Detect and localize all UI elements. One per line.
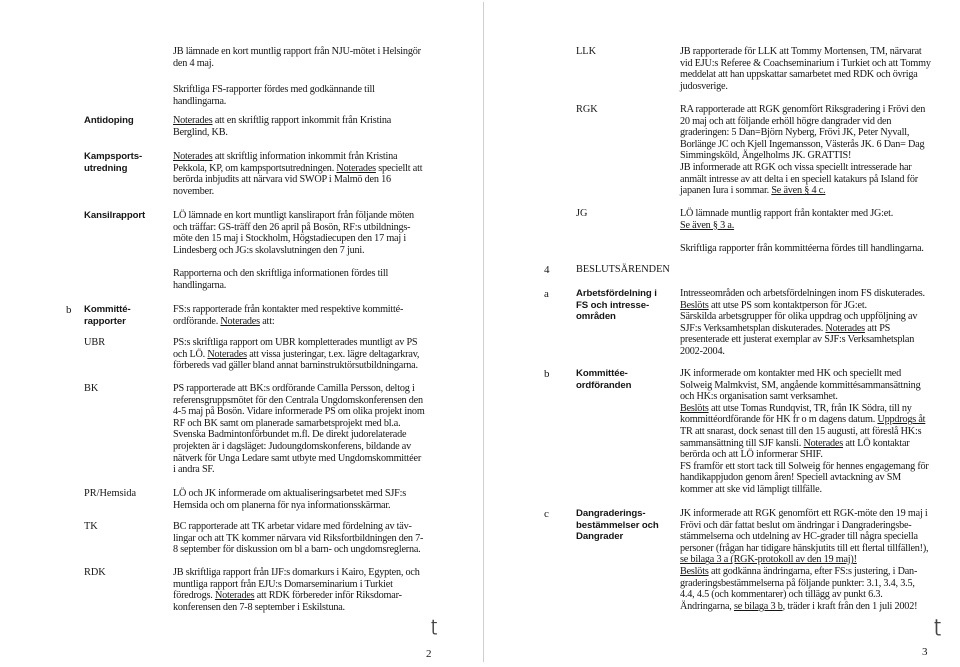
text-line: Rapporterna och den skriftliga informationen fördes till xyxy=(173,268,389,279)
text-line xyxy=(680,231,956,243)
text-line: berörda och att LÖ informerar SHIF. xyxy=(680,449,823,461)
text-line: Skriftliga FS-rapporter fördes med godkännande till xyxy=(173,84,375,95)
text-line: LÖ lämnade muntlig rapport från kontakter med JG:et. xyxy=(680,208,894,219)
text-line: Simmingsköld, Ängelholms JK. GRATTIS! xyxy=(680,150,852,162)
text-line: 4.4, 4.5 (och kommentarer) och tillägg av punkt 6.3. xyxy=(680,589,883,601)
text-line: LÖ och JK informerade om aktualiseringsarbetet med SJF:s xyxy=(173,488,406,499)
text-line: PS:s skriftliga rapport om UBR kompletterades muntligt av PS xyxy=(173,337,418,348)
text-line: FS framför ett stort tack till Solweig för hennes engagemang för xyxy=(680,460,929,472)
underlined-term: Noterades xyxy=(803,437,843,449)
underlined-term: se bilaga 3 a (RGK-protokoll av den 19 maj)! xyxy=(680,554,857,566)
text-line: muntliga rapport från EJU:s Domarseminarium i Turkiet xyxy=(173,578,393,590)
text-line: Beslöts att utse PS som kontaktperson för JG:et. xyxy=(680,299,867,311)
section-label: TK xyxy=(84,521,98,532)
text-line: föredrogs. Noterades att RDK förbereder inför Riksdomar- xyxy=(173,590,402,602)
underlined-term: Noterades xyxy=(336,162,376,174)
underlined-term: Beslöts xyxy=(680,299,709,311)
underlined-term: Uppdrogs åt xyxy=(877,414,926,426)
text-line: 4-5 maj på Bosön. Vidare informerade PS om olika projekt inom xyxy=(173,406,425,418)
underlined-term: Noterades xyxy=(173,115,213,126)
text-line: 8 september för diskussion om bl a barn- och ungdomsreglerna. xyxy=(173,544,421,556)
section-label: Kommittée- ordföranden xyxy=(576,368,632,391)
underlined-term: Noterades xyxy=(825,322,865,334)
text-line: Hemsida och om planerna för nya informationsskärmar. xyxy=(173,499,391,511)
entry-text xyxy=(173,268,473,291)
text-line: RF och BK samt om planerade samarbetsprojekt med bl.a. xyxy=(173,417,401,429)
section-label: Dangraderings- bestämmelser och Dangrader xyxy=(576,508,659,542)
text-line: graderingsbestämmelserna på följande punkter: 3.1, 3.4, 3.5, xyxy=(680,577,915,589)
text-line: Intresseområden och arbetsfördelningen inom FS diskuterades. xyxy=(680,288,925,299)
section-label: Antidoping xyxy=(84,115,134,126)
entry-text xyxy=(173,210,473,256)
entry-text xyxy=(173,567,473,613)
text-line: japanen Iura i sommar. Se även § 4 c. xyxy=(680,185,826,197)
underlined-term: Beslöts xyxy=(680,402,709,414)
entry-text xyxy=(680,208,956,254)
text-line: den 4 maj. xyxy=(173,57,214,69)
text-line: FS:s rapporterade från kontakter med respektive kommitté- xyxy=(173,304,404,315)
text-line: Beslöts att utse Tomas Rundqvist, TR, från IK Södra, till ny xyxy=(680,402,912,414)
handwritten-mark-icon: ʈ xyxy=(431,616,438,635)
item-marker: b xyxy=(544,368,550,380)
right-page xyxy=(482,0,960,667)
text-line: referensgruppsmötet för den Centrala Ungdomskonferensen den xyxy=(173,394,423,406)
text-line: handlingarna. xyxy=(173,279,227,291)
text-line: JK informerade om kontakter med HK och speciellt med xyxy=(680,368,902,379)
underlined-term: Se även § 3 a. xyxy=(680,219,735,231)
underlined-term: Noterades xyxy=(214,590,255,602)
page-number: 2 xyxy=(426,648,432,660)
text-line: lingar och att TK kommer närvara vid Riksfortbildningen den 7- xyxy=(173,532,424,544)
text-line: i andra SF. xyxy=(173,464,215,476)
underlined-term: Noterades xyxy=(207,348,247,360)
item-marker: c xyxy=(544,508,549,520)
entry-text xyxy=(680,368,956,496)
entry-text xyxy=(173,337,473,372)
underlined-term: Se även § 4 c. xyxy=(771,185,826,197)
item-marker: a xyxy=(544,288,549,300)
text-line: Ändringarna, se bilaga 3 b, träder i kraft från den 1 juli 2002! xyxy=(680,600,918,612)
text-line: PS rapporterade att BK:s ordförande Camilla Persson, deltog i xyxy=(173,383,415,394)
entry-text xyxy=(680,104,956,197)
underlined-term: se bilaga 3 b xyxy=(733,600,783,612)
entry-text xyxy=(173,46,473,69)
text-line: Berglind, KB. xyxy=(173,126,228,138)
section-label: RGK xyxy=(576,104,598,115)
text-line: 20 maj och att följande erhöll högre dangrader vid den xyxy=(680,115,892,127)
item-marker: 4 xyxy=(544,264,550,276)
text-line: möte den 15 maj i Stockholm, Högstadiecupen den 17 maj i xyxy=(173,233,406,245)
underlined-term: Noterades xyxy=(220,315,260,327)
text-line: och HK:s organisation samt verksamhet. xyxy=(680,391,838,403)
text-line: Pekkola, KP, om kampsportsutredningen. Noterades speciellt att xyxy=(173,162,423,174)
text-line: och träffar: GS-träff den 26 april på Bosön, RF:s utbildnings- xyxy=(173,221,411,233)
text-line: graderingen: 5 Dan=Björn Nyberg, Frövi JK, Peter Nyvall, xyxy=(680,127,910,139)
text-line: kommittéordförande för HK fr o m dagens datum. Uppdrogs åt xyxy=(680,414,926,426)
section-label: PR/Hemsida xyxy=(84,488,137,499)
text-line: nätverk för Unga Ledare samt utbyte med Ungdomskommittéer xyxy=(173,452,422,464)
text-line: SJF:s Verksamhetsplan diskuterades. Noterades att PS xyxy=(680,322,891,334)
page-number: 3 xyxy=(922,646,928,658)
section-label: BK xyxy=(84,383,99,394)
entry-text xyxy=(680,46,956,92)
text-line: personer (frågan har tidigare hänskjutits till ett flertal tillfällen!), xyxy=(680,542,929,554)
text-line: Solweig Malmkvist, SM, angående kommittésammansättning xyxy=(680,379,921,391)
section-label: JG xyxy=(576,208,588,219)
text-line: JB skriftliga rapport från IJF:s domarkurs i Kairo, Egypten, och xyxy=(173,567,420,578)
item-marker: b xyxy=(66,304,72,316)
text-line: konferensen den 7-8 september i Eskilstuna. xyxy=(173,601,345,613)
text-line: vid EJU:s Referee & Coachseminarium i Turkiet och att Tommy xyxy=(680,57,931,69)
text-line: november. xyxy=(173,185,214,197)
section-label: LLK xyxy=(576,46,597,57)
text-line: berörda inbjudits att närvara vid SWOP i Malmö den 16 xyxy=(173,174,391,186)
text-line: LÖ lämnade en kort muntligt kansliraport från följande möten xyxy=(173,210,414,221)
text-line: förbereds vad gäller bland annat barninstruktörsutbildningarna. xyxy=(173,360,418,372)
handwritten-mark-icon: ʈ xyxy=(934,616,942,637)
text-line: projekten är i dagsläget: Judoungdomskonferens, bildande av xyxy=(173,440,412,452)
text-line: och LÖ. Noterades att vissa justeringar, t.ex. lägre deltagarkrav, xyxy=(173,348,420,360)
text-line: Svenska Badmintonförbundet m.fl. De direkt judorelaterade xyxy=(173,429,407,441)
text-line: handikappjudon genom åren! Speciell avtackning av SM xyxy=(680,472,902,484)
entry-text xyxy=(173,84,473,107)
text-line: Särskilda arbetsgrupper för olika uppdrag och uppföljning av xyxy=(680,311,918,323)
text-line: Noterades att skriftlig information inkommit från Kristina xyxy=(173,151,398,162)
text-line: ordförande. Noterades att: xyxy=(173,315,275,327)
text-line: stämmelserna och utdelning av HC-grader till några speciella xyxy=(680,531,918,543)
text-line: Lindesberg och JG:s skolavslutningen den 7 juni. xyxy=(173,244,365,256)
section-label: Arbetsfördelning i FS och intresse- områden xyxy=(576,288,657,322)
section-label: RDK xyxy=(84,567,106,578)
text-line xyxy=(680,554,956,566)
section-label: BESLUTSÄRENDEN xyxy=(576,264,670,275)
text-line: RA rapporterade att RGK genomfört Riksgradering i Frövi den xyxy=(680,104,926,115)
text-line: sammansättning till SJF kansli. Noterades att LÖ kontaktar xyxy=(680,437,910,449)
text-line: Noterades att en skriftlig rapport inkommit från Kristina xyxy=(173,115,392,126)
text-line: meddelat att han uppskattar samarbetet med RDK och övriga xyxy=(680,69,918,81)
text-line: Beslöts att godkänna ändringarna, efter FS:s justering, i Dan- xyxy=(680,565,918,577)
entry-text xyxy=(173,304,473,327)
text-line: Skriftliga rapporter från kommittéerna fördes till handlingarna. xyxy=(680,242,924,254)
entry-text xyxy=(173,115,473,138)
entry-text xyxy=(173,521,473,556)
text-line: presenterade ett justerat exemplar av SJF:s Verksamhetsplan xyxy=(680,334,915,346)
underlined-term: Beslöts xyxy=(680,565,709,577)
entry-text xyxy=(680,288,956,358)
text-line: Frövi och där fattat beslut om ändringar i Dangraderingsbe- xyxy=(680,519,912,531)
text-line: Borlänge JC och Kjell Ingemansson, Västerås JK. 6 Dan= Dag xyxy=(680,138,925,150)
text-line: BC rapporterade att TK arbetar vidare med fördelning av täv- xyxy=(173,521,412,532)
entry-text xyxy=(173,488,473,511)
text-line xyxy=(680,220,956,232)
text-line: anmält intresse av att delta i en speciell katakurs på Island för xyxy=(680,173,918,185)
text-line: judosverige. xyxy=(680,80,728,92)
entry-text xyxy=(173,383,473,476)
section-label: Kommitté- rapporter xyxy=(84,304,131,327)
section-label: Kansilrapport xyxy=(84,210,146,221)
underlined-term: Noterades xyxy=(173,151,213,162)
text-line: 2002-2004. xyxy=(680,345,725,357)
entry-text xyxy=(173,151,473,197)
text-line: TR att snarast, dock senast till den 15 augusti, att föreslå HK:s xyxy=(680,425,922,437)
section-label: Kampsports- utredning xyxy=(84,151,143,174)
text-line: JB rapporterade för LLK att Tommy Mortensen, TM, närvarat xyxy=(680,46,922,57)
text-line: handlingarna. xyxy=(173,95,227,107)
text-line: JB lämnade en kort muntlig rapport från NJU-mötet i Helsingör xyxy=(173,46,421,57)
section-label: UBR xyxy=(84,337,106,348)
text-line: JK informerade att RGK genomfört ett RGK-möte den 19 maj i xyxy=(680,508,928,519)
entry-text xyxy=(680,508,956,612)
text-line: JB informerade att RGK och vissa speciellt intresserade har xyxy=(680,161,912,173)
text-line: kommer att ske vid lämpligt tillfälle. xyxy=(680,483,822,495)
